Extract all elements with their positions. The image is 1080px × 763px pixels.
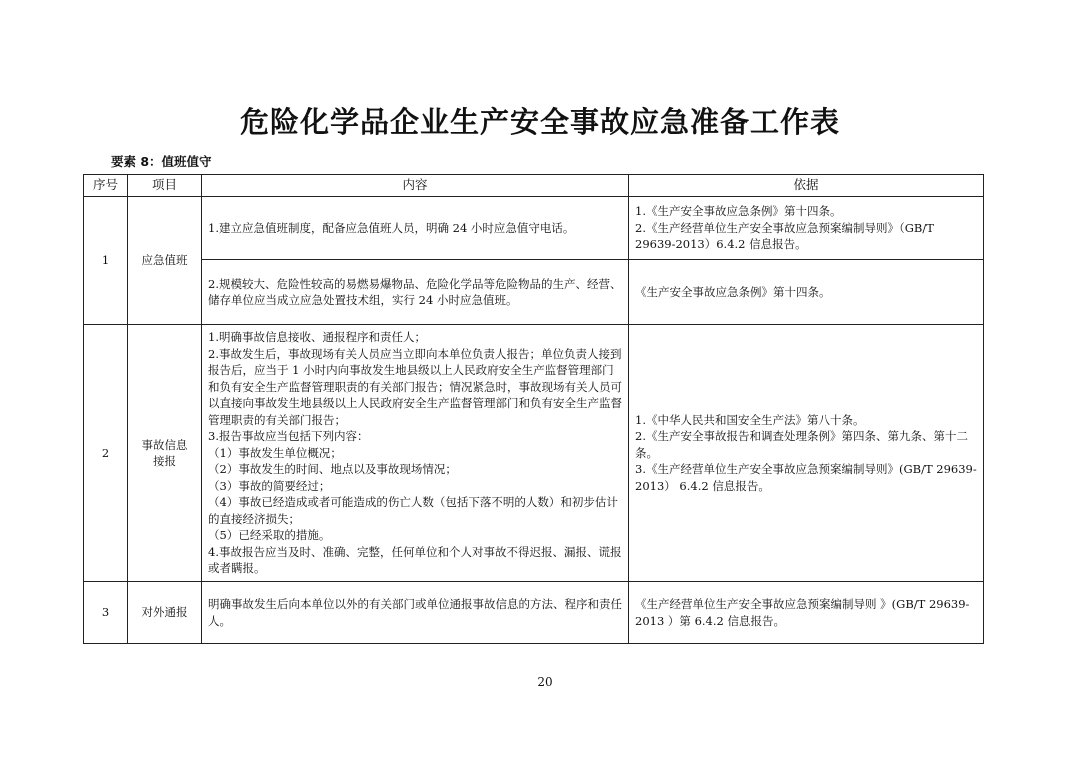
basis-cell: [629, 260, 984, 325]
row-number: 1: [84, 197, 128, 325]
content-text: 2.规模较大、危险性较高的易燃易爆物品、危险化学品等危险物品的生产、经营、储存单位应当成立应急处置技术组，实行 24 小时应急值班。: [208, 276, 622, 307]
header-basis: 依据: [629, 175, 984, 197]
header-no: 序号: [84, 175, 128, 197]
content-text: 4.事故报告应当及时、准确、完整，任何单位和个人对事故不得迟报、漏报、谎报或者瞒报。: [208, 544, 622, 576]
basis-text: 2.《生产经营单位生产安全事故应急预案编制导则》（GB/T 29639-2013）6.4.2 信息报告。: [635, 220, 934, 252]
content-text: （3）事故的简要经过；: [208, 478, 331, 493]
content-cell: [202, 197, 629, 260]
content-text: （4）事故已经造成或者可能造成的伤亡人数（包括下落不明的人数）和初步估计的直接经济损失；: [208, 495, 618, 526]
content-cell: [202, 582, 629, 644]
row-item: [128, 325, 202, 582]
table-row: [84, 582, 984, 644]
table-header-row: [84, 175, 984, 197]
content-text: 1.明确事故信息接收、通报程序和责任人；: [208, 330, 426, 345]
table-row: [84, 325, 984, 582]
content-text: （1）事故发生单位概况；: [208, 445, 342, 460]
content-cell: [202, 260, 629, 325]
table-row: [84, 260, 984, 325]
document-title: 危险化学品企业生产安全事故应急准备工作表: [239, 105, 840, 139]
content-text: 明确事故发生后向本单位以外的有关部门或单位通报事故信息的方法、程序和责任人。: [208, 597, 622, 628]
item-text: 接报: [153, 454, 176, 468]
row-item: [128, 582, 202, 644]
content-text: （2）事故发生的时间、地点以及事故现场情况；: [208, 462, 457, 477]
table-row: [84, 197, 984, 260]
basis-text: 2.《生产安全事故报告和调查处理条例》第四条、第九条、第十二条。: [635, 429, 968, 460]
basis-cell: [629, 197, 984, 260]
basis-text: 《生产安全事故应急条例》第十四条。: [635, 284, 831, 299]
page-number: 20: [537, 675, 553, 689]
basis-text: 1.《中华人民共和国安全生产法》第八十条。: [635, 412, 865, 427]
item-text: 应急值班: [141, 253, 188, 268]
row-number: 2: [84, 325, 128, 582]
row-number: 3: [84, 582, 128, 644]
basis-text: 3.《生产经营单位生产安全事故应急预案编制导则》(GB/T 29639-2013） 6.4.2 信息报告。: [635, 462, 977, 493]
header-item: 项目: [128, 175, 202, 197]
header-content: 内容: [202, 175, 629, 197]
basis-text: 《生产经营单位生产安全事故应急预案编制导则 》(GB/T 29639-2013 ）第 6.4.2 信息报告。: [635, 597, 970, 628]
work-table: [83, 174, 984, 644]
content-text: 1.建立应急值班制度，配备应急值班人员，明确 24 小时应急值守电话。: [208, 220, 575, 235]
item-text: 事故信息: [141, 437, 188, 452]
basis-text: 1.《生产安全事故应急条例》第十四条。: [635, 204, 842, 219]
content-text: 3.报告事故应当包括下列内容：: [208, 429, 369, 444]
content-text: 2.事故发生后，事故现场有关人员应当立即向本单位负责人报告；单位负责人接到报告后，应当于 1 小时内向事故发生地县级以上人民政府安全生产监督管理部门和负有安全生产监督管理职责的有关部门报告；情况紧急时，事故现场有关人员可以直接向事故发生地县级以上人民政府安全生产监督管理部门和负有安全生产监督管理职责的有关部门报告；: [208, 346, 622, 427]
content-text: （5）已经采取的措施。: [208, 528, 331, 543]
item-text: 对外通报: [141, 605, 188, 620]
row-item: [128, 197, 202, 325]
content-cell: [202, 325, 629, 582]
element-label: 要素 8：值班值守: [111, 154, 212, 169]
basis-cell: [629, 325, 984, 582]
basis-cell: [629, 582, 984, 644]
